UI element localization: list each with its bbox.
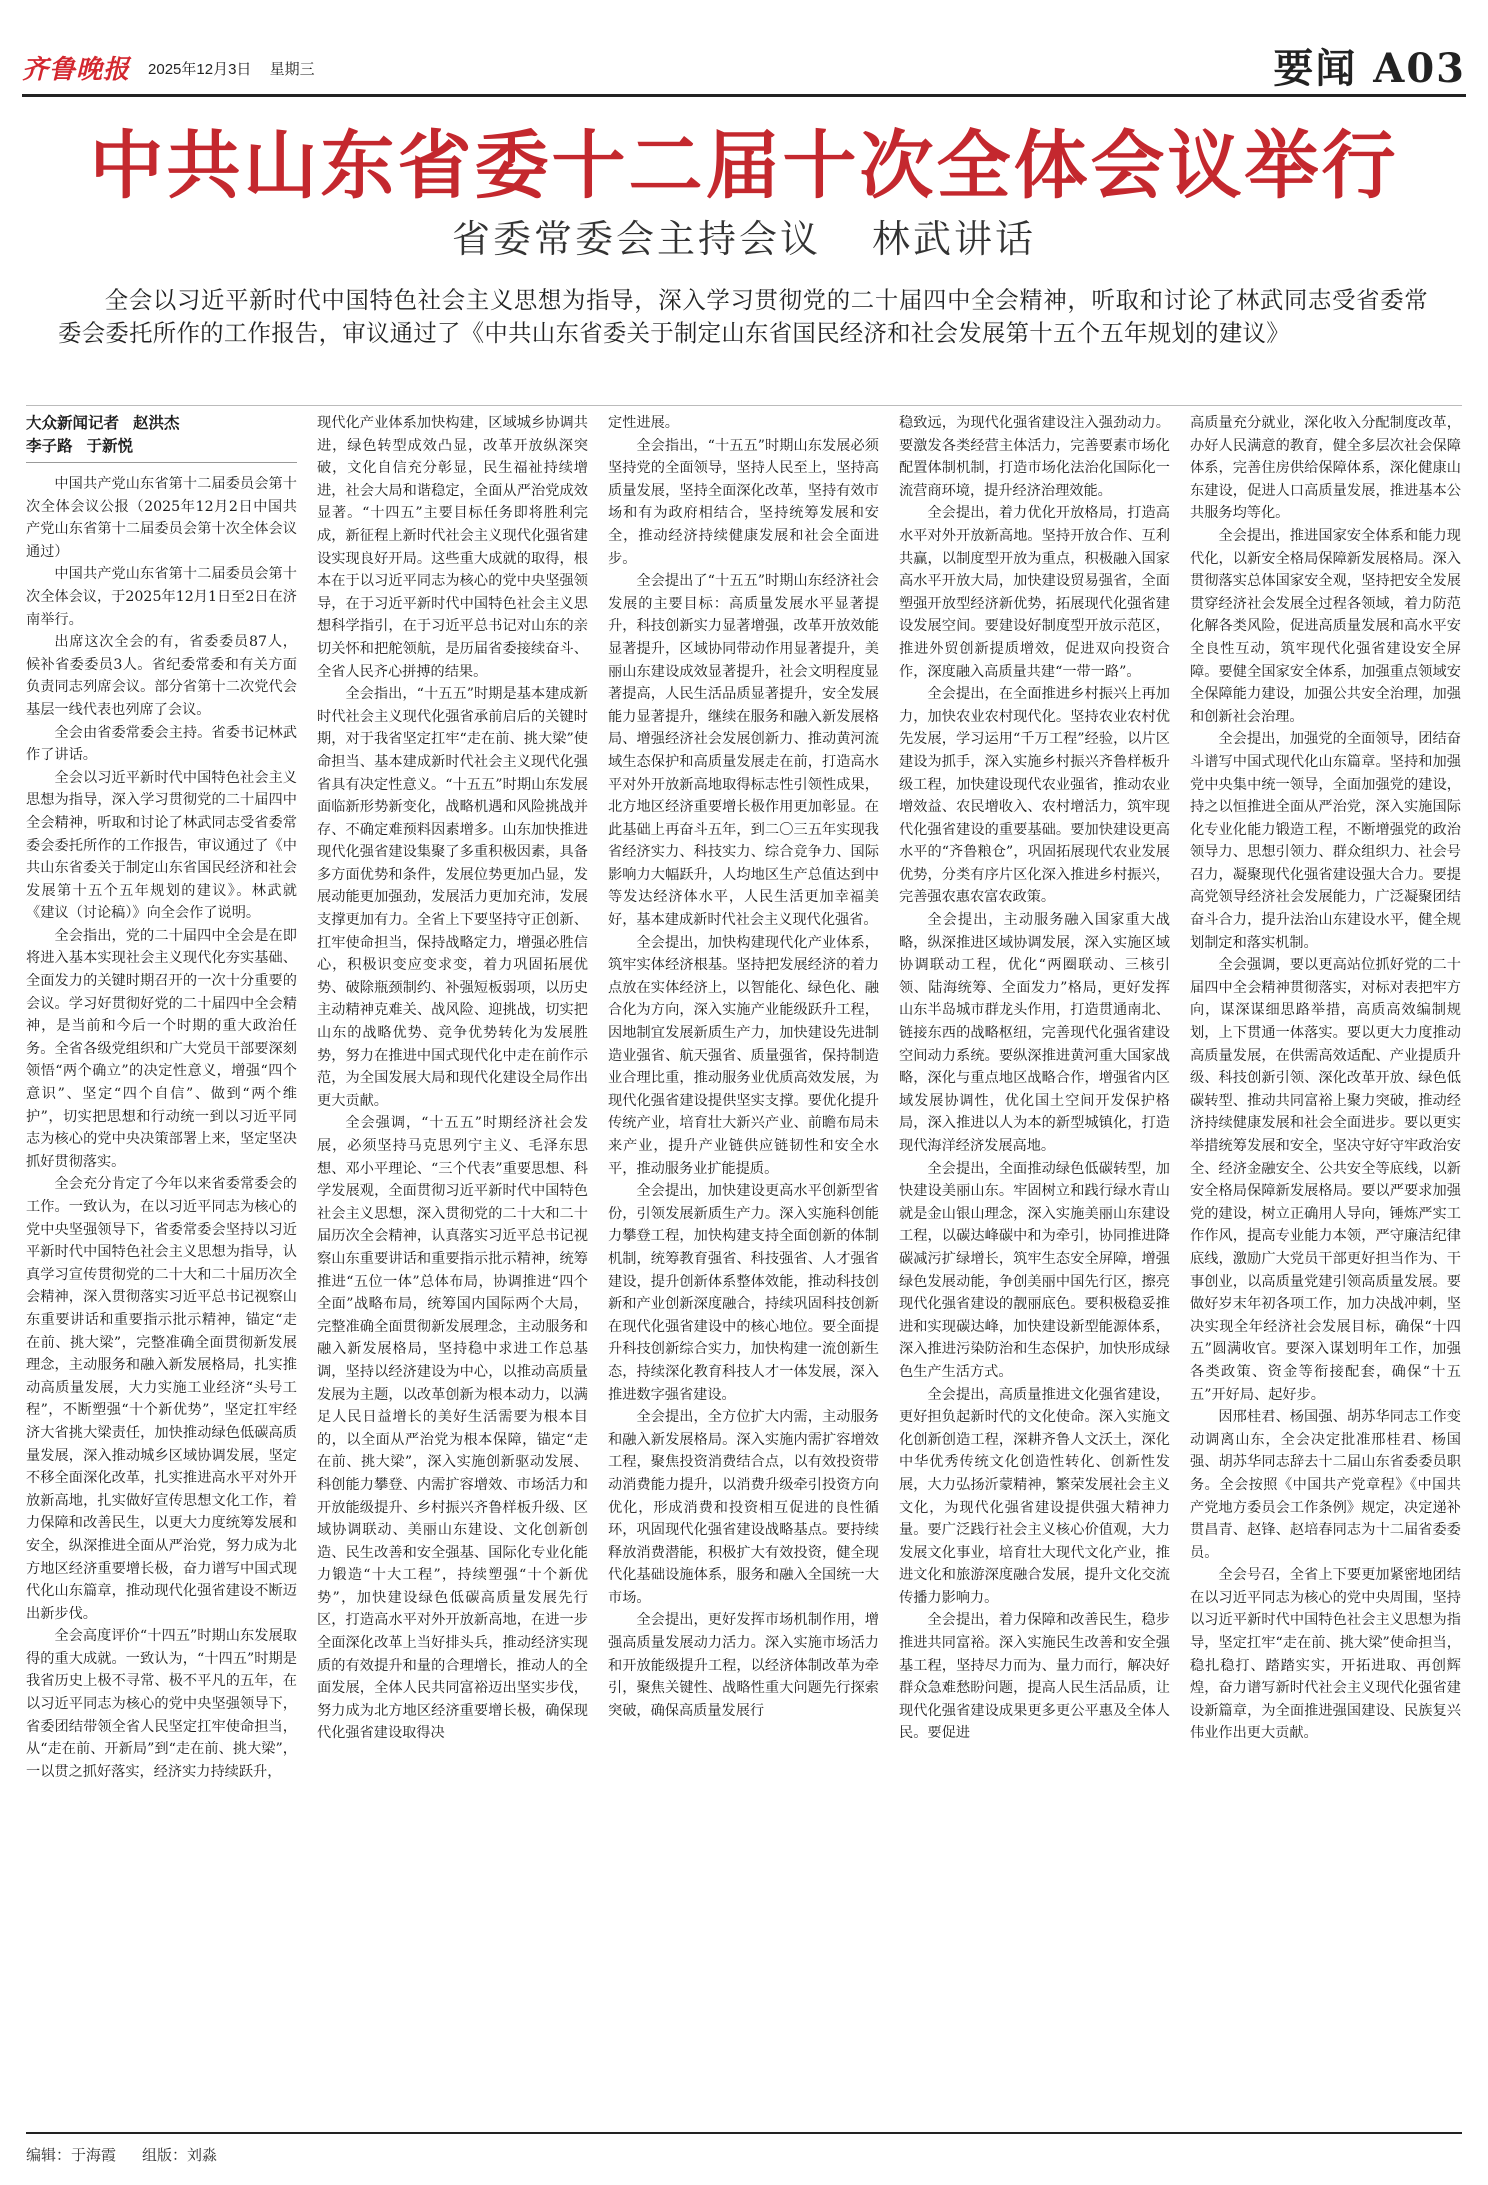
subheadline-part2: 林武讲话 <box>872 217 1037 261</box>
section-label: 要闻 A03 <box>1273 45 1466 92</box>
article-paragraph: 高质量充分就业，深化收入分配制度改革，办好人民满意的教育，健全多层次社会保障体系，完善住房供给保障体系，深化健康山东建设，促进人口高质量发展，推进基本公共服务均等化。 <box>1190 415 1461 522</box>
article-paragraph: 全会提出，加快构建现代化产业体系，筑牢实体经济根基。坚持把发展经济的着力点放在实体经济上，以智能化、绿色化、融合化为方向，深入实施产业能级跃升工程，因地制宜发展新质生产力，加快建设先进制造业强省、航天强省、质量强省，保持制造业合理比重，推动服务业优质高效发展，为现代化强省建设提供坚实支撑。要优化提升传统产业，培育壮大新兴产业、前瞻布局未来产业，提升产业链供应链韧性和安全水平，推动服务业扩能提质。 <box>608 934 879 1177</box>
article-paragraph: 全会提出了“十五五”时期山东经济社会发展的主要目标：高质量发展水平显著提升，科技创新实力显著增强，改革开放效能显著提升，区域协同带动作用显著提升，美丽山东建设成效显著提升，社会文明程度显著提高，人民生活品质显著提升，安全发展能力显著提升，继续在服务和融入新发展格局、增强经济社会发展创新力、推动黄河流域生态保护和高质量发展走在前，打造高水平对外开放新高地取得标志性引领性成果，北方地区经济重要增长极作用更加彰显。在此基础上再奋斗五年，到二〇三五年实现我省经济实力、科技实力、综合竞争力、国际影响力大幅跃升，人均地区生产总值达到中等发达经济体水平，人民生活更加幸福美好，基本建成新时代社会主义现代化强省。 <box>608 573 879 929</box>
article-paragraph: 现代化产业体系加快构建，区域城乡协调共进，绿色转型成效凸显，改革开放纵深突破，文化自信充分彰显，民生福祉持续增进，社会大局和谐稳定，全面从严治党成效显著。“十四五”主要目标任务即将胜利完成，新征程上新时代社会主义现代化强省建设实现良好开局。这些重大成就的取得，根本在于以习近平同志为核心的党中央坚强领导，在于习近平新时代中国特色社会主义思想科学指引，在于习近平总书记对山东的亲切关怀和把舵领航，是历届省委接续奋斗、全省人民齐心拼搏的结果。 <box>317 415 588 680</box>
article-paragraph: 因邢桂君、杨国强、胡苏华同志工作变动调离山东，全会决定批准邢桂君、杨国强、胡苏华同志辞去十二届山东省委委员职务。全会按照《中国共产党章程》《中国共产党地方委员会工作条例》规定，决定递补贯昌青、赵锋、赵培春同志为十二届省委委员。 <box>1190 1409 1461 1561</box>
article-paragraph: 全会强调，要以更高站位抓好党的二十届四中全会精神贯彻落实，对标对表把牢方向，谋深谋细思路举措，高质高效编制规划，上下贯通一体落实。要以更大力度推动高质量发展，在供需高效适配、产业提质升级、科技创新引领、深化改革开放、绿色低碳转型、推动共同富裕上聚力突破，推动经济持续健康发展和社会全面进步。要以更实举措统筹发展和安全，坚决守好守牢政治安全、经济金融安全、公共安全等底线，以新安全格局保障新发展格局。要以严要求加强党的建设，树立正确用人导向，锤炼严实工作作风，提高专业能力本领，严守廉洁纪律底线，激励广大党员干部更好担当作为、干事创业，以高质量党建引领高质量发展。要做好岁末年初各项工作，加力决战冲刺，坚决实现全年经济社会发展目标，确保“十四五”圆满收官。要深入谋划明年工作，加强各类政策、资金等衔接配套，确保“十五五”开好局、起好步。 <box>1190 957 1461 1403</box>
article-paragraph: 全会以习近平新时代中国特色社会主义思想为指导，深入学习贯彻党的二十届四中全会精神，听取和讨论了林武同志受省委常委会委托所作的工作报告，审议通过了《中共山东省委关于制定山东省国民经济和社会发展第十五个五年规划的建议》。林武就《建议（讨论稿）》向全会作了说明。 <box>26 769 297 922</box>
reporter-name: 李子路 <box>26 438 73 455</box>
article-paragraph: 全会充分肯定了今年以来省委常委会的工作。一致认为，在以习近平同志为核心的党中央坚强领导下，省委常委会坚持以习近平新时代中国特色社会主义思想为指导，认真学习宣传贯彻党的二十大和二十届历次全会精神，深入贯彻落实习近平总书记视察山东重要讲话和重要指示批示精神，锚定“走在前、挑大梁”，完整准确全面贯彻新发展理念，主动服务和融入新发展格局，扎实推动高质量发展，大力实施工业经济“头号工程”，不断塑强“十个新优势”，坚定扛牢经济大省挑大梁责任，加快推动绿色低碳高质量发展，深入推动城乡区域协调发展，坚定不移全面深化改革，扎实推进高水平对外开放新高地，扎实做好宣传思想文化工作，着力保障和改善民生，以更大力度统筹发展和安全，纵深推进全面从严治党，努力成为北方地区经济重要增长极，奋力谱写中国式现代化山东篇章，推动现代化强省建设不断迈出新步伐。 <box>26 1176 297 1622</box>
article-paragraph: 全会提出，更好发挥市场机制作用，增强高质量发展动力活力。深入实施市场活力和开放能级提升工程，以经济体制改革为牵引，聚焦关键性、战略性重大问题先行探索突破，确保高质量发展行 <box>608 1612 879 1719</box>
article-paragraph: 全会指出，“十五五”时期山东发展必须坚持党的全面领导，坚持人民至上，坚持高质量发展，坚持全面深化改革，坚持有效市场和有为政府相结合，坚持统筹发展和安全，推动经济持续健康发展和社会全面进步。 <box>608 437 879 567</box>
subheadline <box>0 214 1488 264</box>
article-paragraph: 全会高度评价“十四五”时期山东发展取得的重大成就。一致认为，“十四五”时期是我省历史上极不寻常、极不平凡的五年，在以习近平同志为核心的党中央坚强领导下，省委团结带领全省人民坚定扛牢使命担当，从“走在前、开新局”到“走在前、挑大梁”，一以贯之抓好落实，经济实力持续跃升， <box>26 1628 297 1780</box>
article-paragraph: 全会提出，推进国家安全体系和能力现代化，以新安全格局保障新发展格局。深入贯彻落实总体国家安全观，坚持把安全发展贯穿经济社会发展全过程各领域，着力防范化解各类风险，促进高质量发展和高水平安全良性互动，筑牢现代化强省建设安全屏障。要健全国家安全体系，加强重点领域安全保障能力建设，加强公共安全治理，加强和创新社会治理。 <box>1190 527 1461 725</box>
article-paragraph: 稳致远，为现代化强省建设注入强劲动力。要激发各类经营主体活力，完善要素市场化配置体制机制，打造市场化法治化国际化一流营商环境，提升经济治理效能。 <box>899 415 1170 499</box>
article-paragraph: 全会提出，在全面推进乡村振兴上再加力，加快农业农村现代化。坚持农业农村优先发展，学习运用“千万工程”经验，以片区建设为抓手，深入实施乡村振兴齐鲁样板升级工程，加快建设现代农业强省，推动农业增效益、农民增收入、农村增活力，筑牢现代化强省建设的重要基础。要加快建设更高水平的“齐鲁粮仓”，巩固拓展现代农业发展优势，分类有序片区化深入推进乡村振兴，完善强农惠农富农政策。 <box>899 686 1170 906</box>
issue-date: 2025年12月3日 <box>148 61 252 78</box>
issue-weekday: 星期三 <box>269 61 315 78</box>
article-column <box>26 412 297 2124</box>
subheadline-part1: 省委常委会主持会议 <box>451 217 821 261</box>
article-column <box>317 412 588 2124</box>
byline <box>26 412 297 463</box>
article-paragraph: 全会指出，党的二十届四中全会是在即将进入基本实现社会主义现代化夯实基础、全面发力的关键时期召开的一次十分重要的会议。学习好贯彻好党的二十届四中全会精神，是当前和今后一个时期的重大政治任务。全省各级党组织和广大党员干部要深刻领悟“两个确立”的决定性意义，增强“四个意识”、坚定“四个自信”、做到“两个维护”，切实把思想和行动统一到以习近平同志为核心的党中央决策部署上来，坚定坚决抓好贯彻落实。 <box>26 927 297 1170</box>
layout-credit: 组版：刘淼 <box>142 2146 218 2164</box>
byline-org: 大众新闻记者 <box>26 415 120 432</box>
article-paragraph: 中国共产党山东省第十二届委员会第十次全体会议公报（2025年12月2日中国共产党山东省第十二届委员会第十次全体会议通过） <box>26 476 297 560</box>
article-paragraph: 全会提出，着力保障和改善民生，稳步推进共同富裕。深入实施民生改善和安全强基工程，坚持尽力而为、量力而行，解决好群众急难愁盼问题，提高人民生活品质，让现代化强省建设成果更多更公平惠及全体人民。要促进 <box>899 1612 1170 1742</box>
article-paragraph: 出席这次全会的有，省委委员87人，候补省委委员3人。省纪委常委和有关方面负责同志列席会议。部分省第十二次党代会基层一线代表也列席了会议。 <box>26 634 297 718</box>
article-paragraph: 定性进展。 <box>608 415 679 431</box>
article-paragraph: 中国共产党山东省第十二届委员会第十次全体会议，于2025年12月1日至2日在济南举行。 <box>26 566 297 628</box>
masthead <box>22 38 1466 97</box>
page-footer <box>26 2132 1462 2174</box>
article-paragraph: 全会提出，加快建设更高水平创新型省份，引领发展新质生产力。深入实施科创能力攀登工程，加快构建支持全面创新的体制机制，统筹教育强省、科技强省、人才强省建设，提升创新体系整体效能，推动科技创新和产业创新深度融合，持续巩固科技创新在现代化强省建设中的核心地位。要全面提升科技创新综合实力，加快构建一流创新生态，持续深化教育科技人才一体发展，深入推进数字强省建设。 <box>608 1183 879 1403</box>
article-column <box>899 412 1170 2124</box>
article-paragraph: 全会提出，全方位扩大内需，主动服务和融入新发展格局。深入实施内需扩容增效工程，聚焦投资消费结合点，以有效投资带动消费能力提升，以消费升级牵引投资方向优化，形成消费和投资相互促进的良性循环，巩固现代化强省建设战略基点。要持续释放消费潜能，积极扩大有效投资，健全现代化基础设施体系，服务和融入全国统一大市场。 <box>608 1409 879 1606</box>
reporter-name: 于新悦 <box>86 438 134 455</box>
headline: 中共山东省委十二届十次全体会议举行 <box>89 123 1399 209</box>
lede-summary: 全会以习近平新时代中国特色社会主义思想为指导，深入学习贯彻党的二十届四中全会精神，听取和讨论了林武同志受省委常委会委托所作的工作报告，审议通过了《中共山东省委关于制定山东省国民经济和社会发展第十五个五年规划的建议》 <box>58 286 1428 347</box>
article-paragraph: 全会提出，加强党的全面领导，团结奋斗谱写中国式现代化山东篇章。坚持和加强党中央集中统一领导，全面加强党的建设，持之以恒推进全面从严治党，深入实施国际化专业化能力锻造工程，不断增强党的政治领导力、思想引领力、群众组织力、社会号召力，凝聚现代化强省建设强大合力。要提高党领导经济社会发展能力，广泛凝聚团结奋斗合力，提升法治山东建设水平，健全规划制定和落实机制。 <box>1190 731 1461 951</box>
article-paragraph: 全会提出，主动服务融入国家重大战略，纵深推进区域协调发展，深入实施区域协调联动工程，优化“两圈联动、三核引领、陆海统筹、全面发力”格局，更好发挥山东半岛城市群龙头作用，打造贯通南北、链接东西的战略枢纽，完善现代化强省建设空间动力系统。要纵深推进黄河重大国家战略，深化与重点地区战略合作，增强省内区域发展协调性，优化国土空间开发保护格局，深入推进以人为本的新型城镇化，打造现代海洋经济发展高地。 <box>899 912 1170 1154</box>
article-column <box>1190 412 1461 2124</box>
article-paragraph: 全会提出，着力优化开放格局，打造高水平对外开放新高地。坚持开放合作、互利共赢，以制度型开放为重点，积极融入国家高水平开放大局，加快建设贸易强省，全面塑强开放型经济新优势，拓展现代化强省建设发展空间。要建设好制度型开放示范区，推进外贸创新提质增效，促进双向投资合作，深度融入高质量共建“一带一路”。 <box>899 505 1170 680</box>
article-paragraph: 全会提出，全面推动绿色低碳转型，加快建设美丽山东。牢固树立和践行绿水青山就是金山银山理念，深入实施美丽山东建设工程，以碳达峰碳中和为牵引，协同推进降碳减污扩绿增长，筑牢生态安全屏障，增强绿色发展动能，争创美丽中国先行区，擦亮现代化强省建设的靓丽底色。要积极稳妥推进和实现碳达峰，加快建设新型能源体系，深入推进污染防治和生态保护，加快形成绿色生产生活方式。 <box>899 1160 1170 1380</box>
article-column <box>608 412 879 2124</box>
editor-credit: 编辑：于海霞 <box>26 2146 117 2164</box>
article-paragraph: 全会由省委常委会主持。省委书记林武作了讲话。 <box>26 724 297 764</box>
article-body <box>26 405 1462 2130</box>
reporter-name: 赵洪杰 <box>133 415 180 432</box>
article-paragraph: 全会号召，全省上下要更加紧密地团结在以习近平同志为核心的党中央周围，坚持以习近平新时代中国特色社会主义思想为指导，坚定扛牢“走在前、挑大梁”使命担当，稳扎稳打、踏踏实实，开拓进取、再创辉煌，奋力谱写新时代社会主义现代化强省建设新篇章，为全面推进强国建设、民族复兴伟业作出更大贡献。 <box>1190 1567 1461 1742</box>
article-paragraph: 全会指出，“十五五”时期是基本建成新时代社会主义现代化强省承前启后的关键时期，对于我省坚定扛牢“走在前、挑大梁”使命担当、基本建成新时代社会主义现代化强省具有决定性意义。“十五五”时期山东发展面临新形势新变化，战略机遇和风险挑战并存、不确定难预料因素增多。山东加快推进现代化强省建设集聚了多重积极因素，具备多方面优势和条件，发展位势更加凸显，发展动能更加强劲，发展活力更加充沛，发展支撑更加有力。全省上下要坚持守正创新、扛牢使命担当，保持战略定力，增强必胜信心，积极识变应变求变，着力巩固拓展优势、破除瓶颈制约、补强短板弱项，以历史主动精神克难关、战风险、迎挑战，切实把山东的战略优势、竞争优势转化为发展胜势，努力在推进中国式现代化中走在前作示范，为全国发展大局和现代化建设全局作出更大贡献。 <box>317 686 588 1109</box>
issue-meta <box>148 46 329 94</box>
article-paragraph: 全会强调，“十五五”时期经济社会发展，必须坚持马克思列宁主义、毛泽东思想、邓小平理论、“三个代表”重要思想、科学发展观，全面贯彻习近平新时代中国特色社会主义思想，深入贯彻党的二十大和二十届历次全会精神，认真落实习近平总书记视察山东重要讲话和重要指示批示精神，统筹推进“五位一体”总体布局，协调推进“四个全面”战略布局，统筹国内国际两个大局，完整准确全面贯彻新发展理念，主动服务和融入新发展格局，坚持稳中求进工作总基调，坚持以经济建设为中心，以推动高质量发展为主题，以改革创新为根本动力，以满足人民日益增长的美好生活需要为根本目的，以全面从严治党为根本保障，锚定“走在前、挑大梁”，深入实施创新驱动发展、科创能力攀登、内需扩容增效、市场活力和开放能级提升、乡村振兴齐鲁样板升级、区域协调联动、美丽山东建设、文化创新创造、民生改善和安全强基、国际化专业化能力锻造“十大工程”，持续塑强“十个新优势”，加快建设绿色低碳高质量发展先行区，打造高水平对外开放新高地，在进一步全面深化改革上当好排头兵，推动经济实现质的有效提升和量的合理增长，推动人的全面发展，全体人民共同富裕迈出坚实步伐，努力成为北方地区经济重要增长极，确保现代化强省建设取得决 <box>317 1115 588 1742</box>
article-paragraph: 全会提出，高质量推进文化强省建设，更好担负起新时代的文化使命。深入实施文化创新创造工程，深耕齐鲁人文沃土，深化中华优秀传统文化创造性转化、创新性发展，大力弘扬沂蒙精神，繁荣发展社会主义文化，为现代化强省建设提供强大精神力量。要广泛践行社会主义核心价值观，大力发展文化事业，培育壮大现代文化产业，推进文化和旅游深度融合发展，提升文化交流传播力影响力。 <box>899 1386 1170 1606</box>
newspaper-logo: 齐鲁晚报 <box>22 55 131 85</box>
